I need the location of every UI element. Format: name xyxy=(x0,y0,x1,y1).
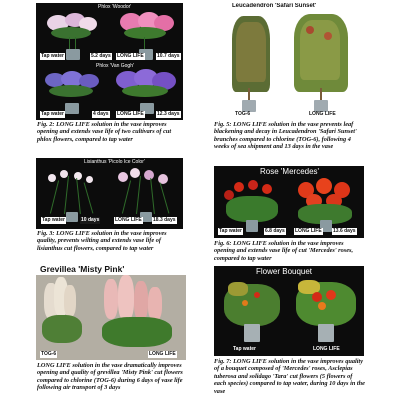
phlox-woodor-longlife-label: LONG LIFE xyxy=(117,53,144,59)
phlox-vangogh-title: Phlox 'Van Gogh' xyxy=(96,63,134,69)
bouquet-title: Flower Bouquet xyxy=(256,267,313,276)
leucadendron-tog6-label: TOG-6 xyxy=(235,111,251,117)
rose-longlife-label: LONG LIFE xyxy=(295,228,322,234)
grevillea-photo xyxy=(36,275,186,360)
phlox-vangogh-longlife-photo xyxy=(112,69,180,117)
bouquet-figure xyxy=(214,266,364,356)
phlox-woodor-title: Phlox 'Woodor' xyxy=(98,4,132,10)
rose-tap-label: Tap water xyxy=(219,228,242,234)
grevillea-longlife-label: LONG LIFE xyxy=(149,351,176,357)
phlox-woodor-longlife-days: 10.7 days xyxy=(157,53,180,59)
phlox-vangogh-tap-photo xyxy=(39,69,109,117)
grevillea-caption: LONG LIFE solution in the vase dramatically improves opening and quality of grevillea 'Misty Pink' cut flowers compared to chlorine (TOG-6) during 6 days of vase life following air transport of 3 days xyxy=(37,362,183,392)
lisianthus-tap-label: Tap water xyxy=(42,217,65,223)
lisianthus-figure xyxy=(36,158,183,229)
bouquet-longlife-label: LONG LIFE xyxy=(313,346,340,352)
lisianthus-longlife-days: 18.3 days xyxy=(153,217,176,223)
rose-caption: Fig. 6: LONG LIFE solution in the vase improves opening and extends vase life of cut 'Mercedes' roses, compared to tap water xyxy=(214,240,354,262)
leucadendron-tog6-photo xyxy=(220,12,280,112)
lisianthus-longlife-label: LONG LIFE xyxy=(115,217,142,223)
rose-figure xyxy=(214,166,364,238)
leucadendron-caption: Fig. 5: LONG LIFE solution in the vase prevents leaf blackening and decay in Leucadendron 'Safari Sunset' branches compared to chlorine (TOG-6), following 4 weeks of sea shipment and 13 days in the vase xyxy=(214,121,357,151)
grevillea-title: Grevillea 'Misty Pink' xyxy=(40,264,125,274)
leucadendron-longlife-photo xyxy=(286,12,358,112)
lisianthus-title: Lisianthus 'Picolo Ice Color' xyxy=(84,159,145,165)
phlox-vangogh-longlife-days: 12.3 days xyxy=(157,111,180,117)
leucadendron-title: Leucadendron 'Safari Sunset' xyxy=(232,3,317,9)
bouquet-caption: Fig. 7: LONG LIFE solution in the vase improves quality of a bouquet composed of 'Mercedes' roses, Asclepias tuberosa and solidago 'Tara' cut flowers (5 flowers of each species) compared to tap water, during 10 days in the vase xyxy=(214,358,365,395)
phlox-caption: Fig. 2: LONG LIFE solution in the vase improves opening and extends vase life of two cultivars of cut phlox flowers, compared to tap water xyxy=(37,121,172,143)
rose-title: Rose 'Mercedes' xyxy=(260,167,320,176)
phlox-woodor-tap-label: Tap water xyxy=(41,53,64,59)
rose-longlife-days: 13.6 days xyxy=(333,228,356,234)
phlox-figure xyxy=(36,3,183,120)
grevillea-figure xyxy=(36,263,186,360)
bouquet-tap-label: Tap water xyxy=(233,346,256,352)
leucadendron-longlife-label: LONG LIFE xyxy=(309,111,336,117)
phlox-vangogh-longlife-label: LONG LIFE xyxy=(117,111,144,117)
leucadendron-figure xyxy=(214,3,364,120)
lisianthus-caption: Fig. 3: LONG LIFE solution in the vase improves quality, prevents wilting and extends vase life of lisianthus cut flowers, compared to tap water xyxy=(37,230,167,252)
lisianthus-tap-days: 10 days xyxy=(81,217,100,223)
grevillea-tog6-label: TOG-6 xyxy=(41,351,57,357)
phlox-vangogh-tap-days: 4 days xyxy=(93,111,109,117)
bouquet-longlife-photo xyxy=(292,278,360,344)
bouquet-tap-photo xyxy=(218,278,286,344)
phlox-woodor-tap-days: 5.2 days xyxy=(91,53,111,59)
phlox-vangogh-tap-label: Tap water xyxy=(41,111,64,117)
rose-tap-days: 6.8 days xyxy=(265,228,285,234)
